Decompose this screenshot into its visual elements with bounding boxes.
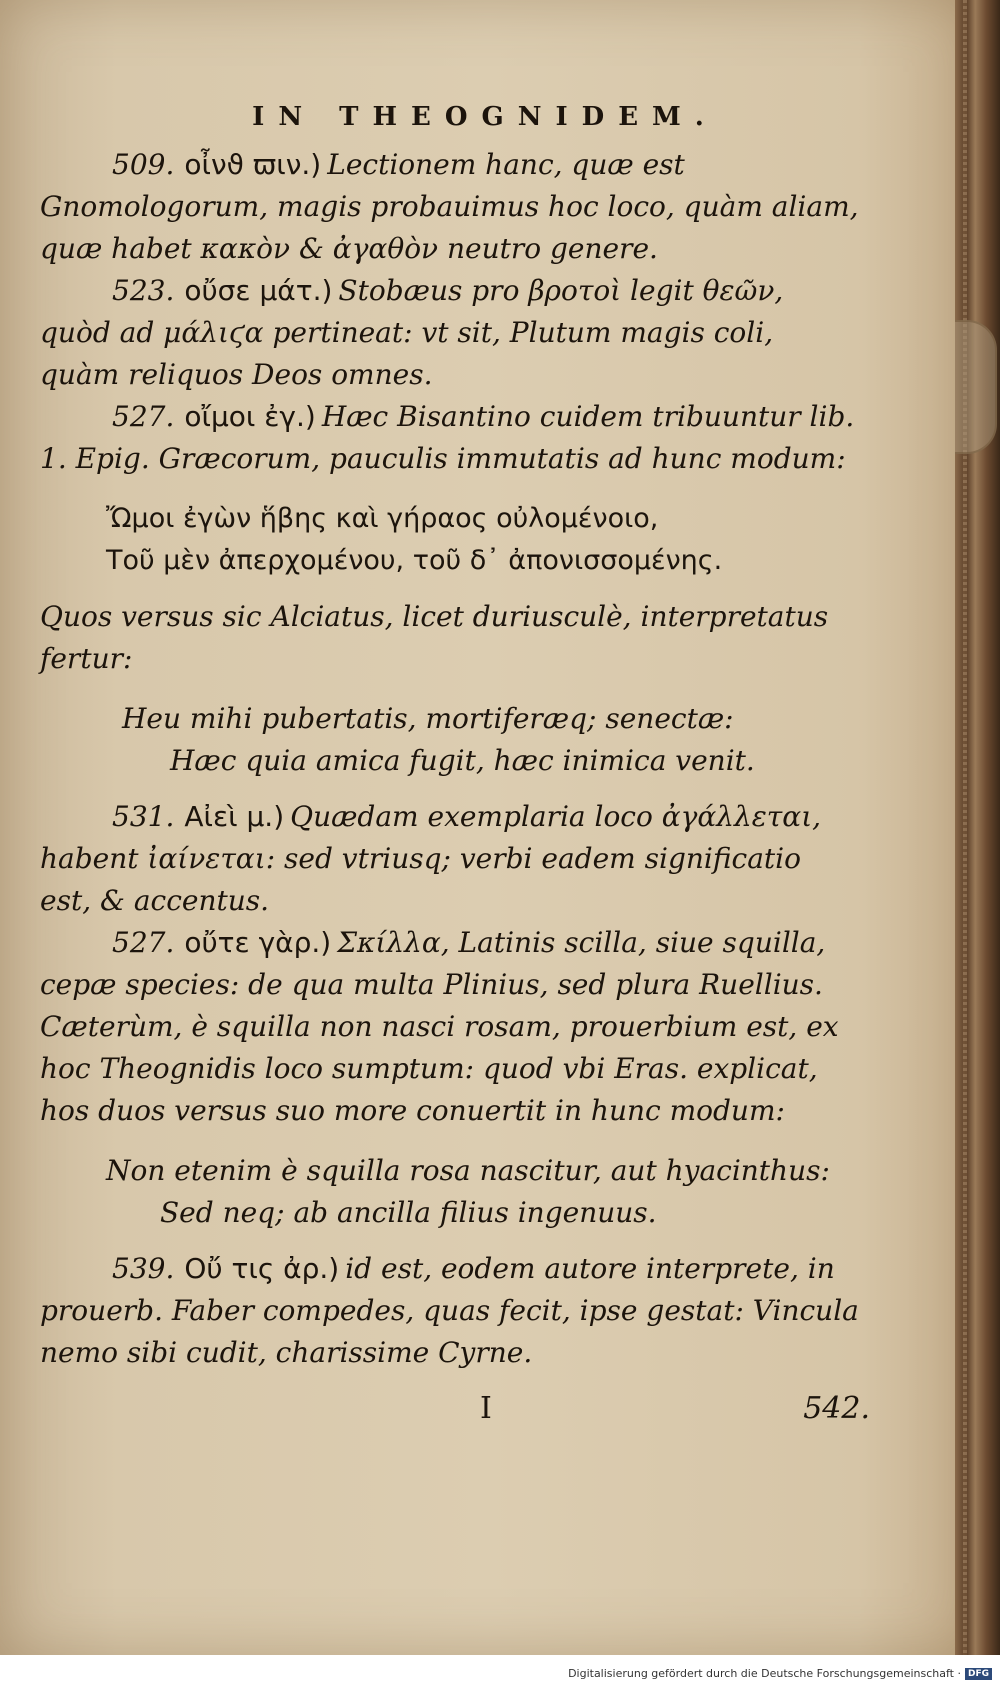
banner-text: Digitalisierung gefördert durch die Deutsche Forschungsgemeinschaft · — [568, 1667, 961, 1680]
note-text: Quædam exemplaria loco ἀγάλλεται, habent ἰαίνεται: sed vtriusq; verbi eadem significatio est, & accentus. — [40, 800, 822, 917]
greek-lemma: οὔσε μάτ.) — [184, 274, 333, 307]
line-number: 539. — [112, 1252, 175, 1285]
note-text: Stobæus pro βροτοὶ legit θεῶν, quòd ad μάλιϛα pertineat: vt sit, Plutum magis coli, quàm reliquos Deos omnes. — [40, 274, 784, 391]
greek-lemma: οἶνϑ ϖιν.) — [184, 148, 322, 181]
note-527b — [40, 922, 860, 1132]
line-number: 531. — [112, 800, 175, 833]
greek-verse-line: Ὤμοι ἐγὼν ἥβης καὶ γήραος οὐλομένοιο, — [106, 503, 659, 534]
note-text: Lectionem hanc, quæ est Gnomologorum, magis probauimus hoc loco, quàm aliam, quæ habet κακὸν & ἀγαθὸν neutro genere. — [40, 148, 859, 265]
note-quos: Quos versus sic Alciatus, licet duriusculè, interpretatus fertur: — [40, 600, 829, 675]
catchword: 542. — [803, 1391, 870, 1426]
line-number: 527. — [112, 400, 175, 433]
greek-lemma: οἴμοι ἐγ.) — [184, 400, 316, 433]
note-text: id est, eodem autore interprete, in prouerb. Faber compedes, quas fecit, ipse gestat: Vincula nemo sibi cudit, charissime Cyrne. — [40, 1252, 859, 1369]
note-527a — [40, 396, 860, 480]
latin-verse-line: Hæc quia amica fugit, hæc inimica venit. — [170, 744, 755, 777]
dfg-logo-icon: DFG — [965, 1668, 992, 1680]
greek-verse-block — [50, 498, 860, 582]
greek-verse-line: Τοῦ μὲν ἀπερχομένου, τοῦ δ᾽ ἀπονισσομένης. — [106, 545, 723, 576]
latin-verse-block-2 — [50, 1150, 860, 1234]
note-text: Σκίλλα, Latinis scilla, siue squilla, cepæ species: de qua multa Plinius, sed plura Ruellius. Cæterùm, è squilla non nasci rosam, prouerbium est, ex hoc Theognidis loco sumptum: quod vbi Eras. explicat, hos duos versus suo more conuertit in hunc modum: — [40, 926, 839, 1127]
note-text: Hæc Bisantino cuidem tribuuntur lib. 1. Epig. Græcorum, pauculis immutatis ad hunc modum: — [40, 400, 855, 475]
greek-lemma: Οὔ τις ἀρ.) — [184, 1252, 340, 1285]
latin-verse-line: Sed neq; ab ancilla filius ingenuus. — [160, 1196, 657, 1229]
running-header: IN THEOGNIDEM. — [252, 102, 718, 132]
greek-lemma: οὔτε γὰρ.) — [184, 926, 332, 959]
greek-lemma: Αἰεὶ μ.) — [184, 800, 285, 833]
page-footer — [40, 1388, 870, 1430]
page-text — [40, 96, 870, 1430]
signature-mark: I — [480, 1391, 492, 1426]
note-539 — [40, 1248, 860, 1374]
page-stack-edge — [955, 0, 1000, 1655]
latin-verse-line: Heu mihi pubertatis, mortiferæq; senectæ: — [122, 702, 734, 735]
note-531 — [40, 796, 860, 922]
note-523 — [40, 270, 860, 396]
thumb-tab-mark — [955, 320, 997, 454]
line-number: 527. — [112, 926, 175, 959]
note-509 — [40, 144, 860, 270]
line-number: 523. — [112, 274, 175, 307]
digitization-banner — [568, 1667, 992, 1680]
latin-verse-line: Non etenim è squilla rosa nascitur, aut hyacinthus: — [106, 1154, 830, 1187]
line-number: 509. — [112, 148, 175, 181]
latin-verse-block-1 — [50, 698, 860, 782]
